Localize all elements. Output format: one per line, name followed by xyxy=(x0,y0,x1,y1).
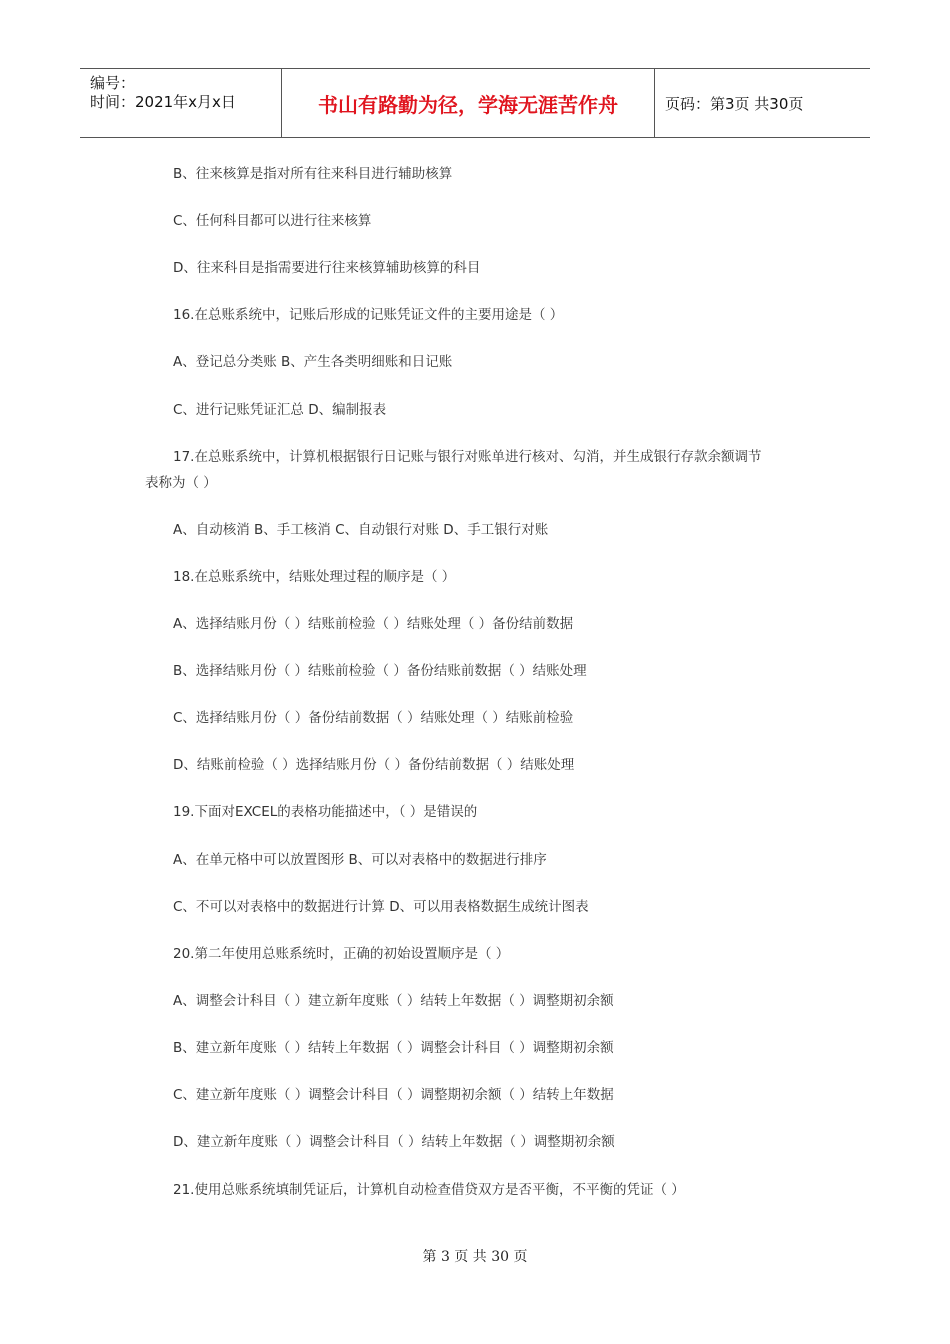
text-line: C、选择结账月份（ ）备份结前数据（ ）结账处理（ ）结账前检验 xyxy=(173,710,574,726)
text-line: A、调整会计科目（ ）建立新年度账（ ）结转上年数据（ ）调整期初余额 xyxy=(173,993,614,1009)
text-line: C、不可以对表格中的数据进行计算 D、可以用表格数据生成统计图表 xyxy=(173,899,589,915)
text-line: A、选择结账月份（ ）结账前检验（ ）结账处理（ ）备份结前数据 xyxy=(173,616,574,632)
text-line: B、建立新年度账（ ）结转上年数据（ ）调整会计科目（ ）调整期初余额 xyxy=(173,1040,614,1056)
question-17: 17.在总账系统中，计算机根据银行日记账与银行对账单进行核对、勾消，并生成银行存款余额调节 xyxy=(173,449,762,465)
text-line: C、任何科目都可以进行往来核算 xyxy=(173,213,372,229)
text-line: D、往来科目是指需要进行往来核算辅助核算的科目 xyxy=(173,260,481,276)
page-footer: 第 3 页 共 30 页 xyxy=(422,1249,528,1265)
header-table xyxy=(80,68,870,138)
number-label: 编号： xyxy=(90,74,136,92)
question-19: 19.下面对EXCEL的表格功能描述中，（ ）是错误的 xyxy=(173,804,478,820)
text-line: B、往来核算是指对所有往来科目进行辅助核算 xyxy=(173,166,453,182)
text-line: D、结账前检验（ ）选择结账月份（ ）备份结前数据（ ）结账处理 xyxy=(173,757,575,773)
header-info-cell xyxy=(80,69,282,137)
motto: 书山有路勤为径，学海无涯苦作舟 xyxy=(318,93,618,117)
text-line: C、进行记账凭证汇总 D、编制报表 xyxy=(173,402,387,418)
text-line: D、建立新年度账（ ）调整会计科目（ ）结转上年数据（ ）调整期初余额 xyxy=(173,1134,615,1150)
header-page-cell xyxy=(655,69,870,137)
text-line: A、登记总分类账 B、产生各类明细账和日记账 xyxy=(173,354,453,370)
time-label: 时间：2021年x月x日 xyxy=(90,93,236,111)
text-line: C、建立新年度账（ ）调整会计科目（ ）调整期初余额（ ）结转上年数据 xyxy=(173,1087,614,1103)
question-21: 21.使用总账系统填制凭证后，计算机自动检查借贷双方是否平衡，不平衡的凭证（ ） xyxy=(173,1182,685,1198)
text-line: A、自动核消 B、手工核消 C、自动银行对账 D、手工银行对账 xyxy=(173,522,549,538)
question-16: 16.在总账系统中，记账后形成的记账凭证文件的主要用途是（ ） xyxy=(173,307,564,323)
question-17-continued: 表称为（ ） xyxy=(145,475,217,491)
header-motto-cell xyxy=(282,69,655,137)
question-20: 20.第二年使用总账系统时，正确的初始设置顺序是（ ） xyxy=(173,946,510,962)
page-label: 页码：第3页 共30页 xyxy=(665,95,804,113)
text-line: A、在单元格中可以放置图形 B、可以对表格中的数据进行排序 xyxy=(173,852,547,868)
text-line: B、选择结账月份（ ）结账前检验（ ）备份结账前数据（ ）结账处理 xyxy=(173,663,587,679)
question-18: 18.在总账系统中，结账处理过程的顺序是（ ） xyxy=(173,569,456,585)
